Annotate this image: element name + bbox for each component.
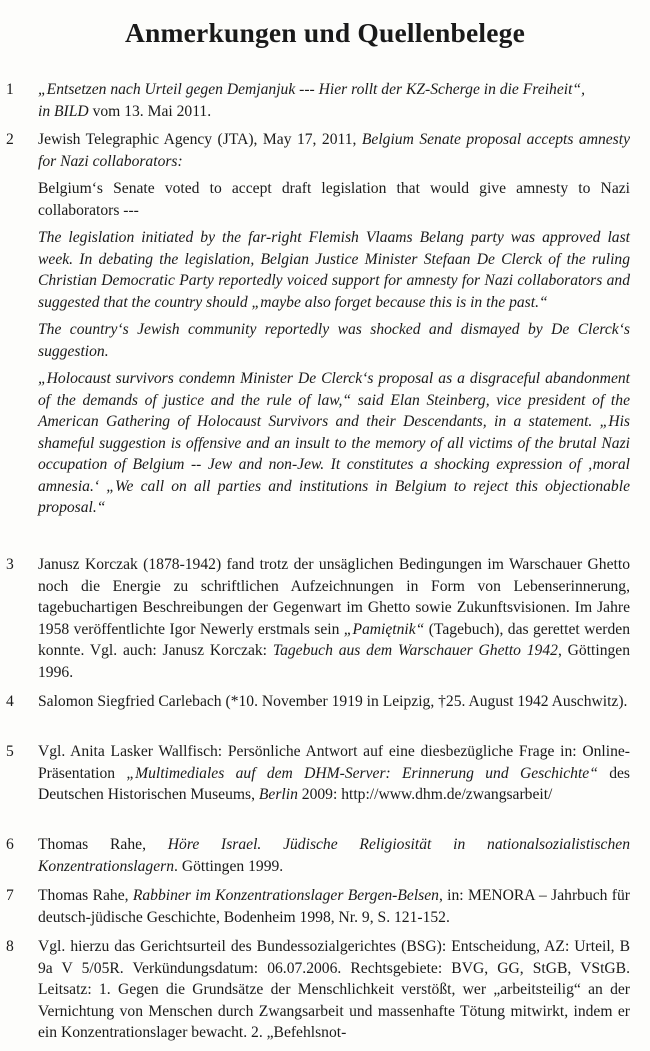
note-url: 2009: http://www.dhm.de/zwangsarbeit/ xyxy=(297,786,553,803)
publication-name: BILD xyxy=(54,102,89,120)
note-6 xyxy=(38,834,630,877)
note-text: Vgl. Anita Lasker Wallfisch: Persönliche Antwort auf eine diesbezügliche Frage in: Online-Präsentation xyxy=(38,743,630,782)
note-number: 3 xyxy=(6,556,14,573)
source-text: Jewish Telegraphic Agency (JTA), May 17, 2011, xyxy=(38,131,362,148)
quote-paragraph: The legislation initiated by the far-right Flemish Vlaams Belang party was approved last week. In debating the legislation, Belgian Justice Minister Stefaan De Clerck of the ruling Christian Democratic Party reportedly voiced support for amnesty for Nazi collaborators and suggested that the country should „maybe also forget because this is in the past.“ xyxy=(38,229,630,311)
note-number: 8 xyxy=(6,938,14,955)
city-name: Berlin xyxy=(258,786,298,803)
note-7 xyxy=(38,885,630,928)
article-title: „Entsetzen nach Urteil gegen Demjanjuk --- Hier rollt der KZ-Scherge in die Freiheit“, xyxy=(38,81,585,98)
note-text: des Deutschen Historischen Museums, xyxy=(38,764,631,803)
lead-paragraph: Belgium‘s Senate voted to accept draft legislation that would give amnesty to Nazi collaborators --- xyxy=(38,180,630,219)
note-number: 4 xyxy=(6,693,14,710)
note-3 xyxy=(38,554,630,683)
note-text: , Göttingen 1996. xyxy=(38,642,631,681)
note-8 xyxy=(38,936,630,1044)
book-title: Tagebuch aus dem Warschauer Ghetto 1942 xyxy=(272,642,558,659)
note-text: , in: MENORA – Jahrbuch für deutsch-jüdische Geschichte, Bodenheim 1998, Nr. 9, S. 121-152. xyxy=(38,887,630,926)
note-5 xyxy=(38,741,630,806)
page-title: Anmerkungen und Quellenbelege xyxy=(124,17,525,48)
publication-date: vom 13. Mai 2011. xyxy=(88,102,212,120)
quote-paragraph: „Holocaust survivors condemn Minister De Clerck‘s proposal as a disgraceful abandonment of the demands of justice and the rule of law,“ said Elan Steinberg, vice president of the American Gathering of Holocaust Survivors and their Descendants, in a statement. „His shameful suggestion is offensive and an insult to the memory of all victims of the brutal Nazi occupation of Belgium -- Jew and non-Jew. It constitutes a shocking expression of ‚moral amnesia.‘ „We call on all parties and institutions in Belgium to reject this objectionable proposal.“ xyxy=(38,370,630,516)
note-number: 5 xyxy=(6,743,14,760)
book-title: Höre Israel. Jüdische Religiosität in nationalsozialistischen Konzentrationslagern xyxy=(38,836,630,875)
presentation-title: „Multimediales auf dem DHM-Server: Erinnerung und Geschichte“ xyxy=(126,764,598,782)
headline: Belgium Senate proposal accepts amnesty for Nazi collaborators: xyxy=(38,131,631,170)
article-title: Rabbiner im Konzentrationslager Bergen-Belsen xyxy=(132,887,439,904)
note-text: (Tagebuch), das gerettet werden konnte. Vgl. auch: Janusz Korczak: xyxy=(38,620,630,659)
author-name: Thomas Rahe, xyxy=(38,887,133,904)
note-1 xyxy=(38,79,630,122)
note-text: Janusz Korczak (1878-1942) fand trotz der unsäglichen Bedingungen im Warschauer Ghetto noch die Energie zu schriftlichen Aufzeichnungen in Form von Lebenserinnerung, tagebuchartigen Beschreibungen der Gegenwart im Ghetto sowie Zukunftsvisionen. Im Jahre 1958 veröffentlichte Igor Newerly erstmals sein xyxy=(38,556,630,638)
note-4 xyxy=(38,691,630,713)
in-label: in xyxy=(38,102,55,120)
note-text: . Göttingen 1999. xyxy=(174,857,284,875)
note-number: 2 xyxy=(6,131,14,148)
author-name: Thomas Rahe, xyxy=(38,836,168,853)
note-number: 1 xyxy=(6,81,14,98)
note-number: 7 xyxy=(6,887,14,904)
note-text: Vgl. hierzu das Gerichtsurteil des Bundessozialgerichtes (BSG): Entscheidung, AZ: Urteil, B 9a V 5/05R. Verkündungsdatum: 06.07.2006. Rechtsgebiete: BVG, GG, StGB, VStGB. Leitsatz: 1. Gegen die Grundsätze der Menschlichkeit verstößt, wer „arbeitsteilig“ an der Vernichtung von Menschen durch Zwangsarbeit und massenhafte Tötung mitwirkt, indem er ein Konzentrationslager bewacht. 2. „Befehlsnot- xyxy=(38,938,630,1041)
note-number: 6 xyxy=(6,836,14,853)
quote-paragraph: The country‘s Jewish community reportedly was shocked and dismayed by De Clerck‘s suggestion. xyxy=(38,321,630,360)
note-text: Salomon Siegfried Carlebach (*10. November 1919 in Leipzig, †25. August 1942 Auschwitz). xyxy=(38,693,628,710)
book-title: „Pamiętnik“ xyxy=(343,620,425,638)
note-2 xyxy=(38,129,630,519)
